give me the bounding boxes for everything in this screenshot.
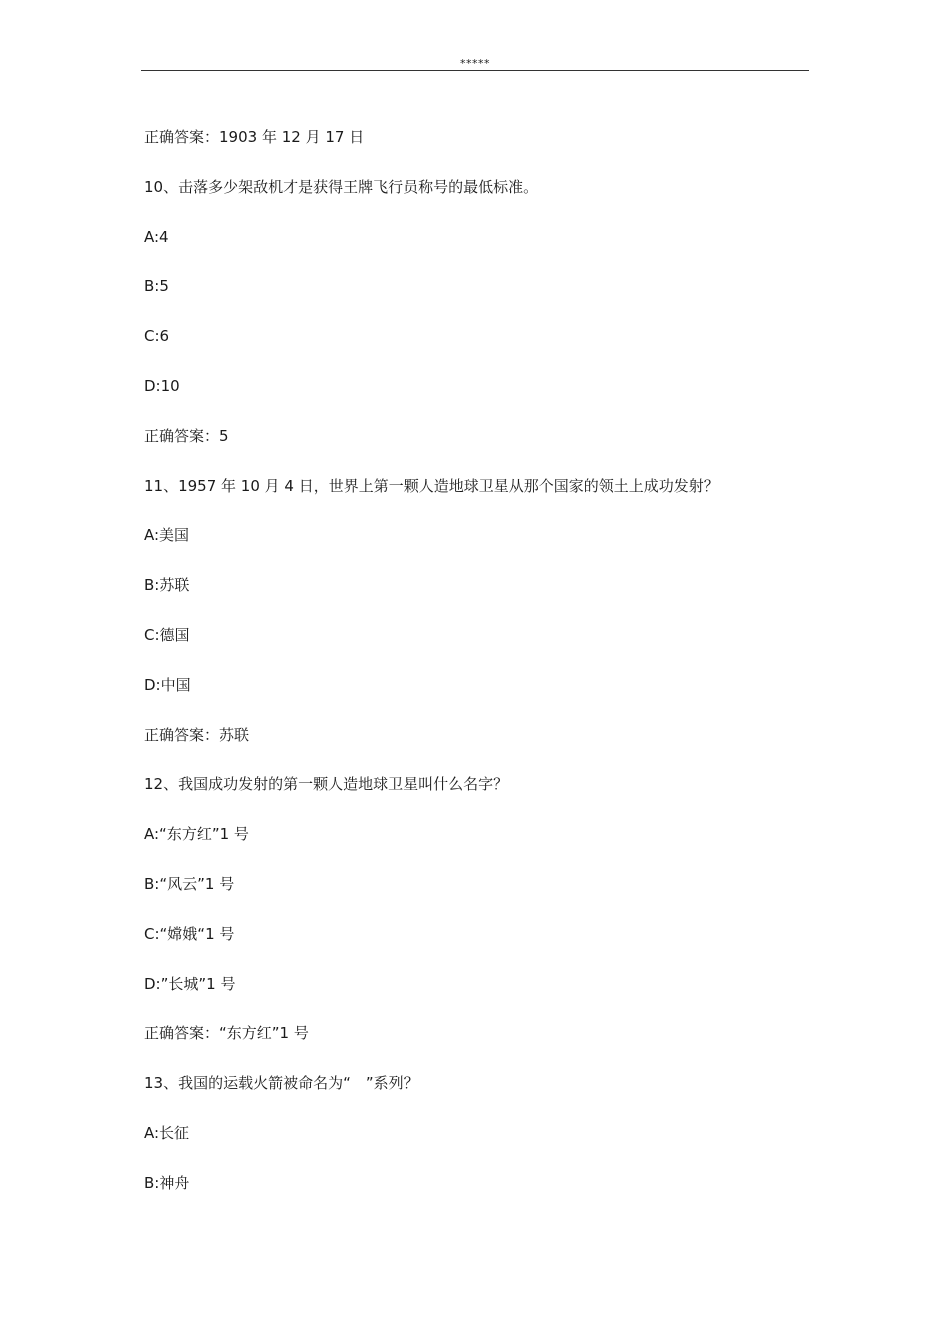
answer-line-q12: 正确答案：“东方红”1 号 (144, 1024, 309, 1043)
question-13: 13、我国的运载火箭被命名为“ ”系列？ (144, 1074, 419, 1093)
option-b-q12: B:“风云”1 号 (144, 874, 235, 893)
question-10: 10、击落多少架敌机才是获得王牌飞行员称号的最低标准。 (144, 177, 539, 196)
question-11: 11、1957 年 10 月 4 日，世界上第一颗人造地球卫星从那个国家的领土上成功发射？ (144, 476, 719, 495)
option-a-q10: A:4 (144, 227, 169, 246)
option-d-q12: D:”长城”1 号 (144, 974, 236, 993)
option-a-q11: A:美国 (144, 526, 190, 545)
option-c-q12: C:“嫦娥“1 号 (144, 924, 235, 943)
option-b-q13: B:神舟 (144, 1173, 190, 1192)
option-d-q11: D:中国 (144, 675, 191, 694)
option-b-q11: B:苏联 (144, 576, 190, 595)
question-12: 12、我国成功发射的第一颗人造地球卫星叫什么名字？ (144, 775, 509, 794)
answer-line-q10: 正确答案：5 (144, 426, 229, 445)
document-body (144, 124, 804, 1220)
option-c-q11: C:德国 (144, 625, 190, 644)
option-c-q10: C:6 (144, 327, 170, 346)
answer-line-q9: 正确答案：1903 年 12 月 17 日 (144, 128, 365, 146)
answer-line-q11: 正确答案：苏联 (144, 725, 250, 744)
header-text: ***** (460, 57, 490, 70)
option-a-q13: A:长征 (144, 1123, 190, 1142)
option-b-q10: B:5 (144, 277, 169, 296)
option-d-q10: D:10 (144, 376, 180, 395)
page-header (141, 52, 809, 71)
option-a-q12: A:“东方红”1 号 (144, 825, 249, 844)
